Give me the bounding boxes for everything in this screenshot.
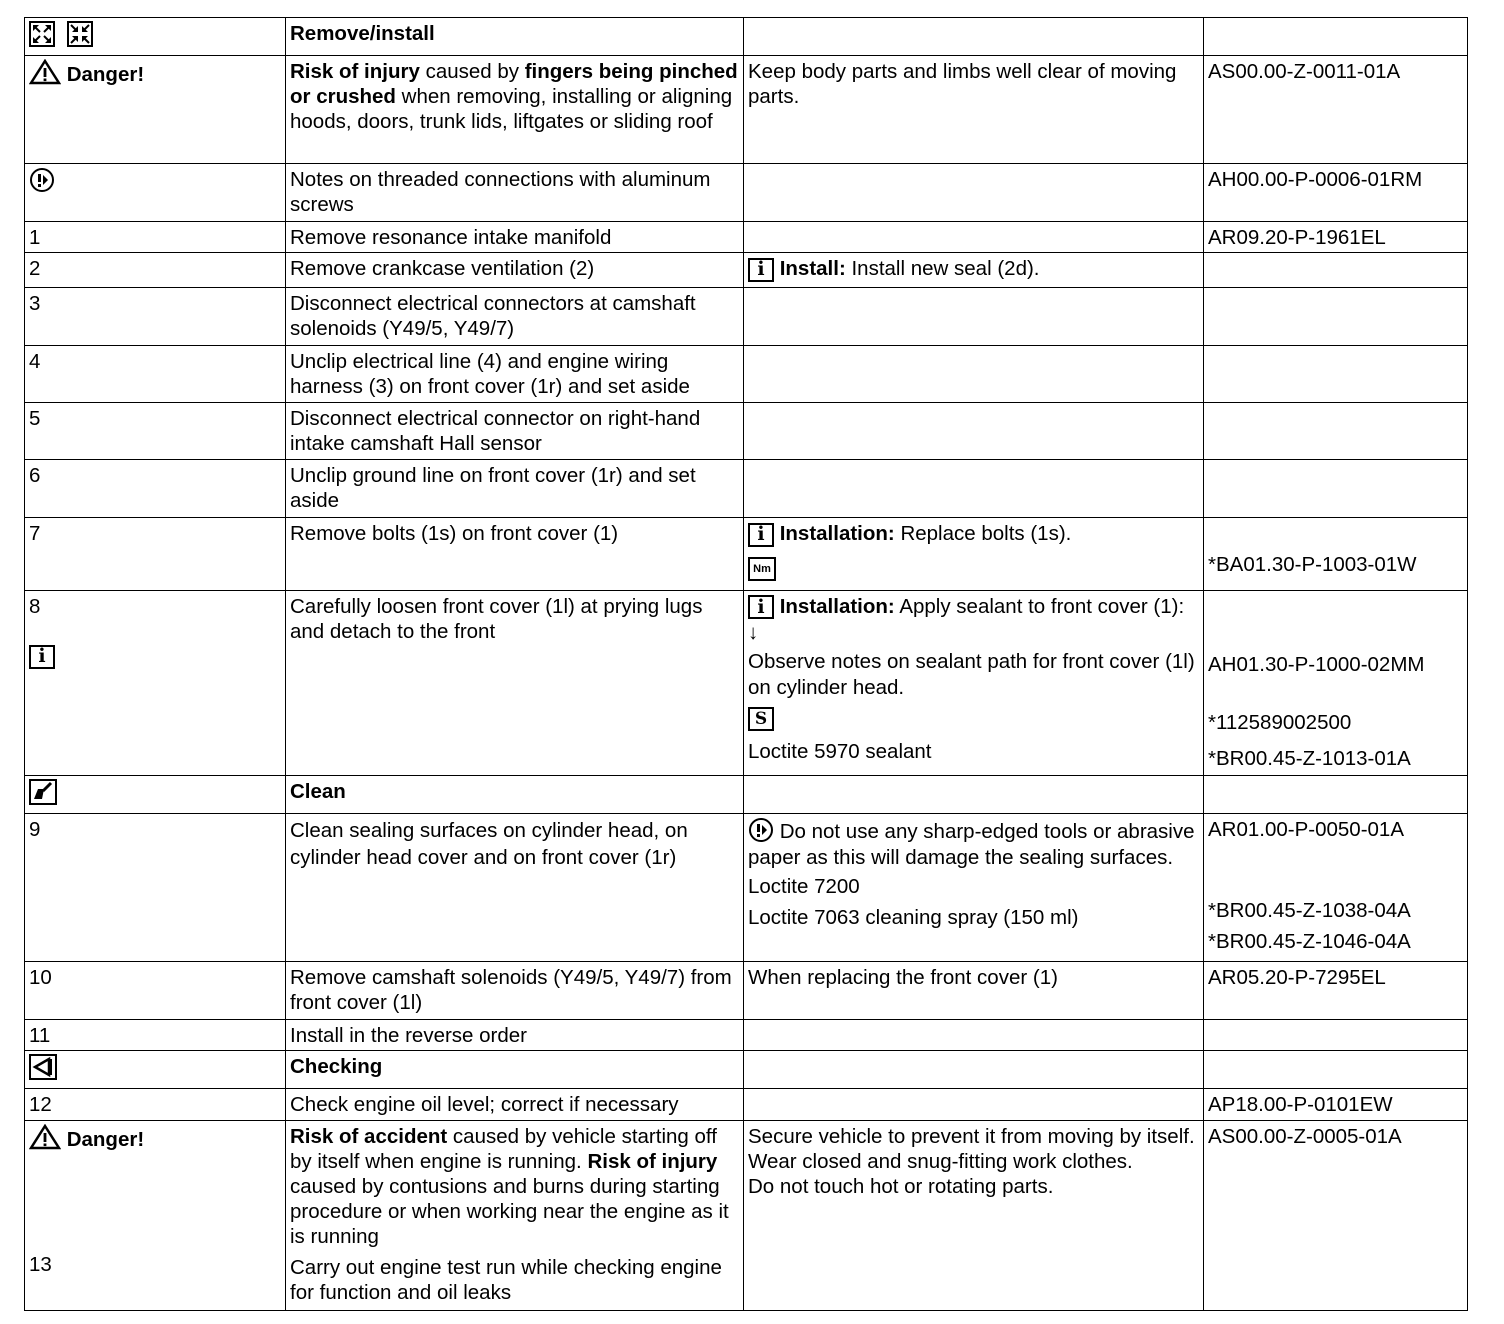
danger-text-bold: Risk of injury	[587, 1150, 718, 1173]
step-number: 8	[29, 595, 41, 618]
step-text: Carry out engine test run while checking engine for function and oil leaks	[290, 1256, 722, 1304]
step-text: Carefully loosen front cover (1l) at prying lugs and detach to the front	[286, 591, 744, 776]
reference-link[interactable]: AR09.20-P-1961EL	[1204, 222, 1468, 253]
danger-text-bold: fingers being pinched or crushed	[290, 60, 738, 108]
expand-icon	[29, 21, 55, 53]
step-number: 2	[25, 253, 286, 288]
table-row	[25, 403, 1468, 460]
note-text: Loctite 5970 sealant	[748, 740, 932, 763]
reference-link[interactable]: AH01.30-P-1000-02MM	[1208, 653, 1425, 676]
note-text: Secure vehicle to prevent it from moving by itself.	[748, 1125, 1195, 1148]
warning-triangle-icon	[29, 59, 61, 85]
step-text: Notes on threaded connections with aluminum screws	[286, 164, 744, 222]
reference-link[interactable]: AS00.00-Z-0005-01A	[1204, 1121, 1468, 1311]
step-text: Disconnect electrical connector on right-hand intake camshaft Hall sensor	[286, 403, 744, 460]
reference-link[interactable]: *BR00.45-Z-1046-04A	[1208, 930, 1411, 953]
step-number: 9	[25, 814, 286, 962]
step-number: 7	[25, 518, 286, 591]
table-row	[25, 962, 1468, 1020]
danger-text: caused by contusions and burns during starting procedure or when working near the engine as it is running	[290, 1175, 729, 1248]
collapse-icon	[67, 21, 93, 53]
arrow-down-icon: ↓	[748, 621, 759, 644]
reference-link[interactable]: AH00.00-P-0006-01RM	[1204, 164, 1468, 222]
step-text: Remove bolts (1s) on front cover (1)	[286, 518, 744, 591]
step-number: 11	[25, 1020, 286, 1051]
section-title: Checking	[286, 1051, 744, 1089]
step-number: 6	[25, 460, 286, 518]
checking-icon	[29, 1054, 57, 1080]
reference-link[interactable]: AR01.00-P-0050-01A	[1208, 818, 1405, 841]
note-text: Replace bolts (1s).	[900, 522, 1072, 545]
table-row	[25, 776, 1468, 814]
step-text: Install in the reverse order	[286, 1020, 744, 1051]
step-text: Unclip electrical line (4) and engine wiring harness (3) on front cover (1r) and set aside	[286, 346, 744, 403]
danger-label: Danger!	[66, 1128, 145, 1151]
note-text: Observe notes on sealant path for front cover (1l) on cylinder head.	[748, 650, 1195, 699]
danger-text-bold: Risk of injury	[290, 60, 420, 83]
reference-link[interactable]: *112589002500	[1208, 711, 1352, 734]
special-tool-icon: S	[748, 707, 774, 731]
step-text: Disconnect electrical connectors at camshaft solenoids (Y49/5, Y49/7)	[286, 288, 744, 346]
table-row	[25, 1051, 1468, 1089]
exclamation-circle-icon	[29, 167, 55, 193]
step-text: Clean sealing surfaces on cylinder head, on cylinder head cover and on front cover (1r)	[286, 814, 744, 962]
note-text: Loctite 7063 cleaning spray (150 ml)	[748, 906, 1079, 929]
step-number: 12	[25, 1089, 286, 1121]
danger-text: when removing, installing or aligning hoods, doors, trunk lids, liftgates or sliding roof	[290, 85, 733, 133]
info-box-icon: i	[748, 523, 774, 547]
reference-link[interactable]: *BR00.45-Z-1038-04A	[1208, 899, 1411, 922]
note-text: Loctite 7200	[748, 875, 860, 898]
exclamation-circle-icon	[748, 817, 774, 843]
table-row	[25, 56, 1468, 164]
danger-text: caused by	[425, 60, 520, 83]
table-row	[25, 1020, 1468, 1051]
torque-nm-icon: Nm	[748, 557, 776, 581]
step-text: Remove crankcase ventilation (2)	[286, 253, 744, 288]
table-row	[25, 460, 1468, 518]
note-label: Installation:	[779, 522, 895, 545]
step-text: Unclip ground line on front cover (1r) and set aside	[286, 460, 744, 518]
reference-link[interactable]: AP18.00-P-0101EW	[1204, 1089, 1468, 1121]
note-text: Do not use any sharp-edged tools or abrasive paper as this will damage the sealing surfaces.	[748, 820, 1195, 869]
section-title: Clean	[286, 776, 744, 814]
info-box-icon: i	[29, 645, 55, 669]
table-row	[25, 253, 1468, 288]
step-number: 5	[25, 403, 286, 460]
step-number: 1	[25, 222, 286, 253]
step-number: 10	[25, 962, 286, 1020]
step-number: 3	[25, 288, 286, 346]
step-text: Remove camshaft solenoids (Y49/5, Y49/7) from front cover (1l)	[286, 962, 744, 1020]
table-row	[25, 164, 1468, 222]
table-row	[25, 1121, 1468, 1311]
info-box-icon: i	[748, 258, 774, 282]
table-row	[25, 518, 1468, 591]
note-label: Installation:	[779, 595, 895, 618]
reference-link[interactable]: *BR00.45-Z-1013-01A	[1208, 747, 1411, 770]
reference-link[interactable]: AR05.20-P-7295EL	[1204, 962, 1468, 1020]
step-text: Remove resonance intake manifold	[286, 222, 744, 253]
table-row	[25, 18, 1468, 56]
danger-text: caused by vehicle starting off by itself when engine is running.	[290, 1125, 717, 1173]
note-label: Install:	[779, 257, 846, 280]
warning-triangle-icon	[29, 1124, 61, 1150]
step-text: Check engine oil level; correct if necessary	[286, 1089, 744, 1121]
reference-link[interactable]: AS00.00-Z-0011-01A	[1204, 56, 1468, 164]
clean-icon	[29, 779, 57, 805]
note-text: Do not touch hot or rotating parts.	[748, 1175, 1054, 1198]
note-cell: When replacing the front cover (1)	[744, 962, 1204, 1020]
procedure-table	[24, 17, 1468, 1311]
table-row	[25, 288, 1468, 346]
table-row	[25, 814, 1468, 962]
note-text: Wear closed and snug-fitting work clothes.	[748, 1150, 1133, 1173]
step-number: 4	[25, 346, 286, 403]
note-text: Apply sealant to front cover (1):	[899, 595, 1185, 618]
reference-link[interactable]: *BA01.30-P-1003-01W	[1208, 553, 1417, 576]
table-row	[25, 222, 1468, 253]
table-row	[25, 1089, 1468, 1121]
note-cell: Keep body parts and limbs well clear of moving parts.	[744, 56, 1204, 164]
note-text: Install new seal (2d).	[851, 257, 1040, 280]
danger-label: Danger!	[66, 63, 145, 86]
section-title: Remove/install	[286, 18, 744, 56]
table-row	[25, 346, 1468, 403]
table-row	[25, 591, 1468, 776]
danger-text-bold: Risk of accident	[290, 1125, 448, 1148]
info-box-icon: i	[748, 595, 774, 619]
step-number: 13	[29, 1253, 52, 1276]
